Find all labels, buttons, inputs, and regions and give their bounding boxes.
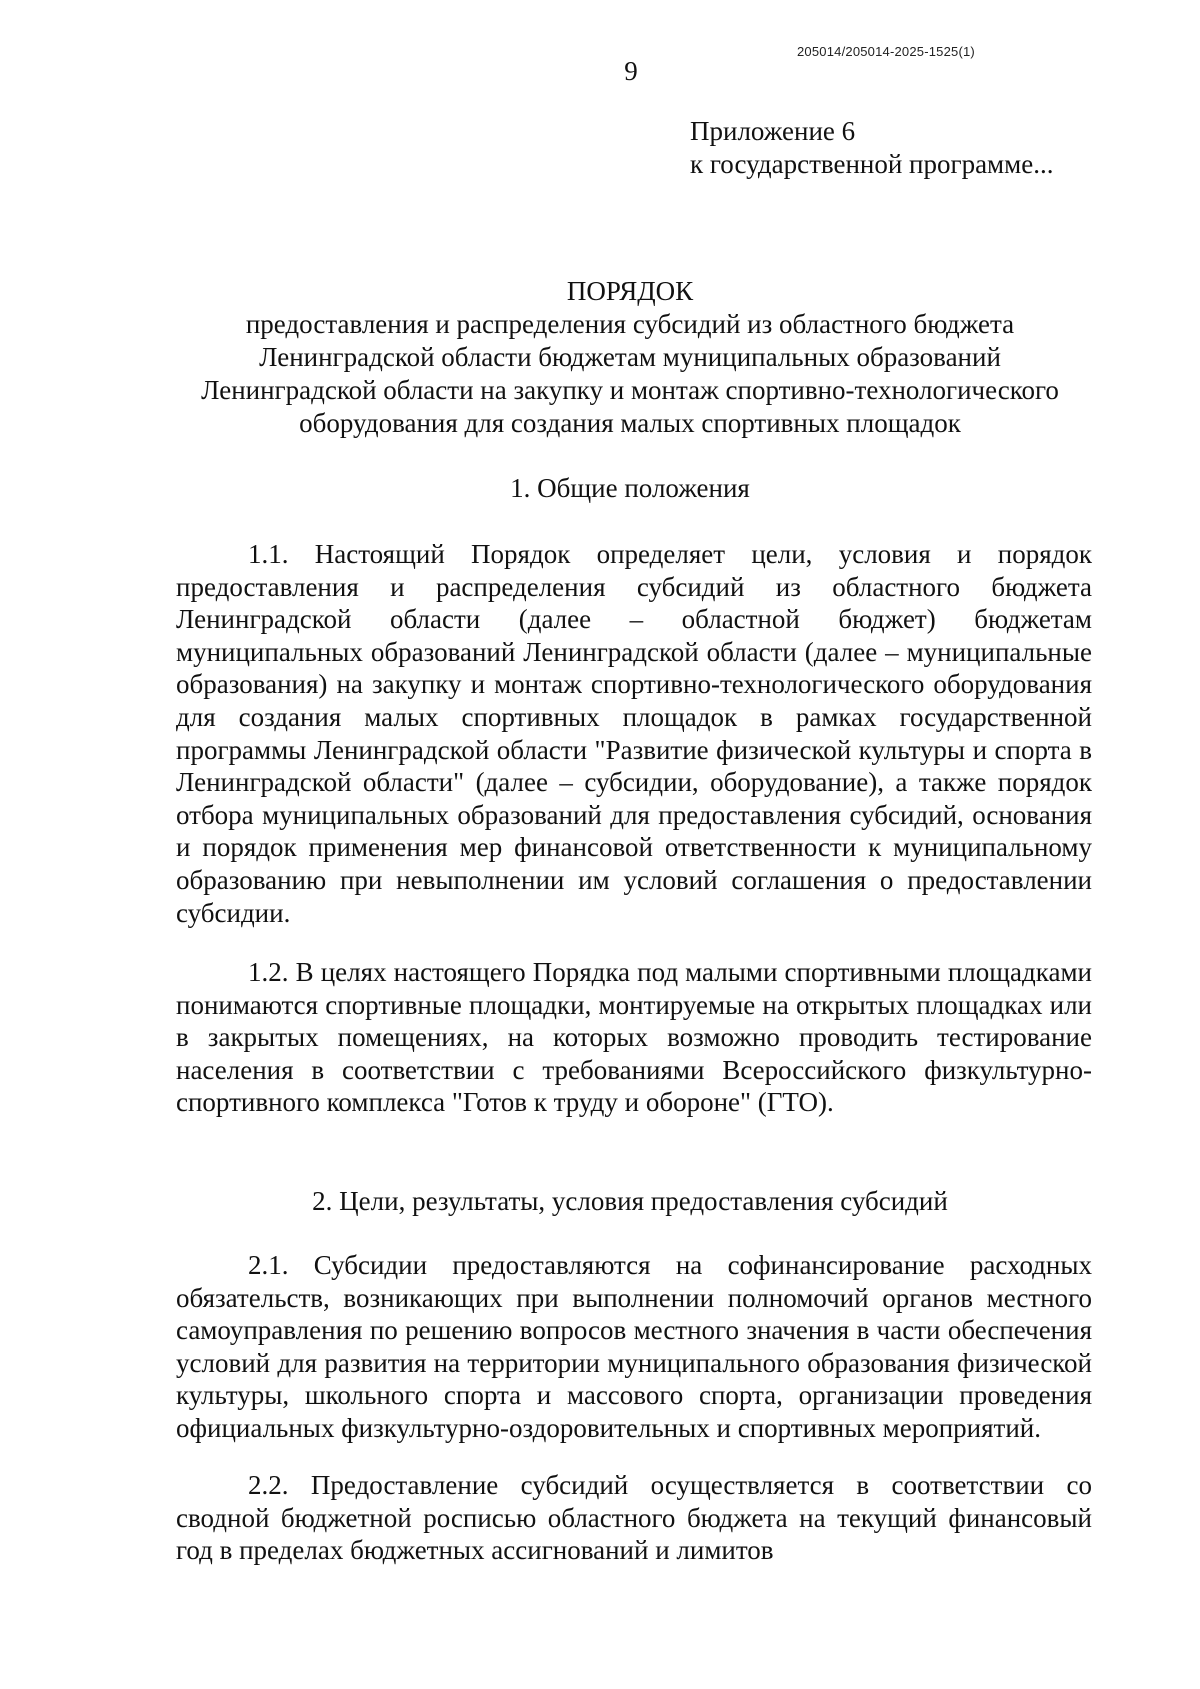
section-heading-2: 2. Цели, результаты, условия предоставления субсидий bbox=[312, 1186, 948, 1216]
appendix-note bbox=[690, 115, 1053, 181]
paragraph-2-1: 2.1. Субсидии предоставляются на софинансирование расходных обязательств, возникающих при выполнении полномочий органов местного самоуправления по решению вопросов местного значения в части обеспечения условий для развития на территории муниципального образования физической культуры, школьного спорта и массового спорта, организации проведения официальных физкультурно-оздоровительных и спортивных мероприятий. bbox=[176, 1250, 1092, 1443]
title-subtitle-line-1: предоставления и распределения субсидий из областного бюджета bbox=[245, 309, 1015, 339]
appendix-line-2: к государственной программе... bbox=[690, 149, 1054, 179]
appendix-line-1: Приложение 6 bbox=[690, 116, 856, 146]
title-subtitle-line-4: оборудования для создания малых спортивных площадок bbox=[299, 408, 961, 438]
paragraph-2-2: 2.2. Предоставление субсидий осуществляется в соответствии со сводной бюджетной росписью областного бюджета на текущий финансовый год в пределах бюджетных ассигнований и лимитов bbox=[176, 1470, 1092, 1566]
document-title bbox=[160, 275, 1100, 440]
paragraph-1-1: 1.1. Настоящий Порядок определяет цели, условия и порядок предоставления и распределения субсидий из областного бюджета Ленинградской области (далее – областной бюджет) бюджетам муниципальных образований Ленинградской области (далее – муниципальные образования) на закупку и монтаж спортивно-технологического оборудования для создания малых спортивных площадок в рамках государственной программы Ленинградской области "Развитие физической культуры и спорта в Ленинградской области" (далее – субсидии, оборудование), а также порядок отбора муниципальных образований для предоставления субсидий, основания и порядок применения мер финансовой ответственности к муниципальному образованию при невыполнении им условий соглашения о предоставлении субсидии. bbox=[176, 539, 1092, 928]
title-main: ПОРЯДОК bbox=[566, 276, 694, 306]
section-heading-1: 1. Общие положения bbox=[510, 473, 750, 503]
document-id: 205014/205014-2025-1525(1) bbox=[797, 44, 975, 59]
title-subtitle-line-2: Ленинградской области бюджетам муниципальных образований bbox=[259, 342, 1001, 372]
title-subtitle-line-3: Ленинградской области на закупку и монтаж спортивно-технологического bbox=[201, 375, 1059, 405]
paragraph-1-2: 1.2. В целях настоящего Порядка под малыми спортивными площадками понимаются спортивные площадки, монтируемые на открытых площадках или в закрытых помещениях, на которых возможно проводить тестирование населения в соответствии с требованиями Всероссийского физкультурно-спортивного комплекса "Готов к труду и обороне" (ГТО). bbox=[176, 957, 1092, 1118]
page-number: 9 bbox=[624, 56, 638, 86]
